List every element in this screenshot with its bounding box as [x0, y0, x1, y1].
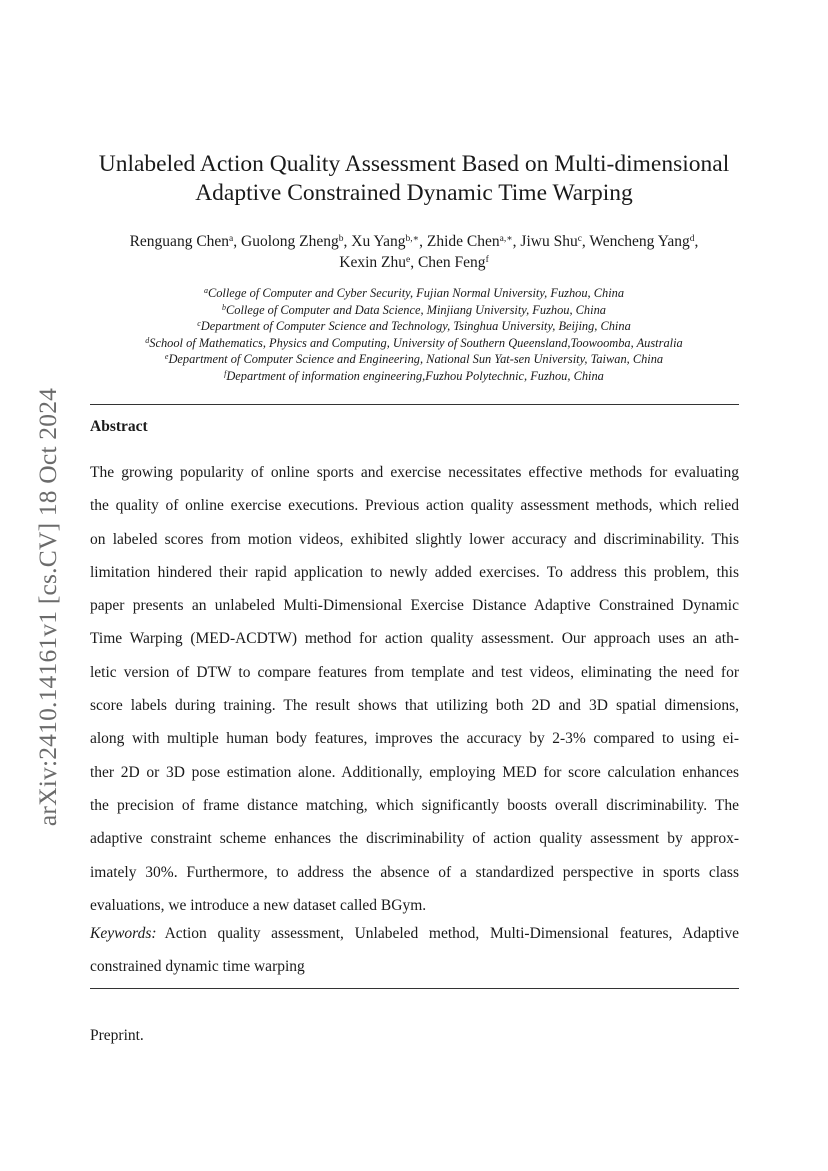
top-divider [90, 404, 739, 405]
abstract-line: on labeled scores from motion videos, exhibited slightly lower accuracy and discriminability. This [90, 530, 739, 548]
abstract-line: the quality of online exercise executions. Previous action quality assessment methods, which relied [90, 497, 739, 515]
abstract-line: the precision of frame distance matching, which significantly boosts overall discriminability. The [90, 796, 739, 814]
affiliation-text: College of Computer and Data Science, Minjiang University, Fuzhou, China [226, 302, 606, 317]
abstract-line: ther 2D or 3D pose estimation alone. Additionally, employing MED for score calculation enhances [90, 763, 739, 781]
affiliation-mark: b [222, 302, 227, 312]
title-line: Unlabeled Action Quality Assessment Based on Multi-dimensional [98, 151, 730, 177]
author-affil-mark: b [338, 234, 344, 244]
keywords-line [90, 917, 739, 950]
title-line: Adaptive Constrained Dynamic Time Warping [195, 180, 633, 206]
author-name: Zhide Chen [426, 233, 500, 250]
affiliation [0, 368, 828, 385]
abstract-line: imately 30%. Furthermore, to address the absence of a standardized perspective in sports class [90, 863, 739, 881]
affiliation-mark: c [197, 319, 201, 328]
affiliation [0, 351, 828, 368]
author-name: Jiwu Shu [520, 233, 578, 250]
author-name: Guolong Zheng [241, 233, 339, 250]
abstract-line: adaptive constraint scheme enhances the discriminability of action quality assessment by approx- [90, 830, 739, 848]
affiliation-text: Department of Computer Science and Engineering, National Sun Yat-sen University, Taiwan, China [168, 352, 664, 366]
author-affil-mark: b,∗ [405, 234, 420, 244]
author-line: Kexin Zhu$^e$, Chen Feng$^f$ [339, 254, 489, 271]
arxiv-identifier [34, 362, 62, 852]
bottom-divider [90, 988, 739, 989]
author-affil-mark: d [689, 234, 695, 244]
arxiv-identifier-text: arXiv:2410.14161v1 [cs.CV] 18 Oct 2024 [33, 387, 62, 827]
abstract-line: letic version of DTW to compare features from template and test videos, eliminating the need for [90, 663, 739, 681]
abstract-heading: Abstract [90, 418, 148, 435]
abstract-line: paper presents an unlabeled Multi-Dimensional Exercise Distance Adaptive Constrained Dynamic [90, 597, 739, 615]
affiliation [0, 302, 828, 319]
abstract-line: score labels during training. The result shows that utilizing both 2D and 3D spatial dimensions, [90, 697, 739, 715]
author-name: Kexin Zhu [339, 254, 406, 271]
keywords-label: Keywords: [90, 925, 157, 942]
keywords-text: Action quality assessment, Unlabeled method, Multi-Dimensional features, Adaptive [164, 925, 739, 942]
affiliation [0, 285, 828, 302]
author-name: Chen Feng [417, 254, 486, 271]
abstract-body [90, 456, 739, 922]
author-affil-mark: e [406, 255, 411, 265]
keywords-line: constrained dynamic time warping [90, 958, 305, 976]
author-line: Renguang Chen$^a$, Guolong Zheng$^b$, Xu Yang$^{b,∗}$, Zhide Chen$^{a,∗}$, Jiwu Shu$^c$, Wencheng Yang$^d$, [129, 233, 699, 250]
keywords-block [90, 917, 739, 984]
affiliation-list [0, 285, 828, 384]
author-name: Wencheng Yang [589, 233, 690, 250]
abstract-line: Time Warping (MED-ACDTW) method for action quality assessment. Our approach uses an ath- [90, 630, 739, 648]
abstract-line: evaluations, we introduce a new dataset called BGym. [90, 896, 427, 914]
affiliation-mark: d [145, 335, 150, 345]
abstract-line: limitation hindered their rapid application to newly added exercises. To address this problem, this [90, 563, 739, 581]
affiliation-text: School of Mathematics, Physics and Computing, University of Southern Queensland,Toowoomba, Australia [149, 335, 683, 350]
abstract-line: along with multiple human body features, improves the accuracy by 2-3% compared to using ei- [90, 730, 739, 748]
affiliation-mark: a [203, 286, 208, 295]
affiliation-text: Department of Computer Science and Technology, Tsinghua University, Beijing, China [200, 319, 631, 333]
author-affil-mark: f [485, 255, 489, 265]
abstract-line: The growing popularity of online sports and exercise necessitates effective methods for evaluating [90, 464, 739, 481]
author-name: Xu Yang [351, 233, 406, 250]
author-affil-mark: a,∗ [499, 234, 513, 244]
author-affil-mark: a [229, 234, 234, 244]
paper-title [0, 150, 828, 208]
affiliation [0, 335, 828, 352]
affiliation [0, 318, 828, 335]
affiliation-mark: f [224, 368, 227, 378]
affiliation-mark: e [164, 352, 169, 361]
affiliation-text: College of Computer and Cyber Security, Fujian Normal University, Fuzhou, China [207, 286, 625, 300]
author-name: Renguang Chen [129, 233, 230, 250]
author-list [0, 231, 828, 273]
author-affil-mark: c [577, 234, 582, 244]
affiliation-text: Department of information engineering,Fuzhou Polytechnic, Fuzhou, China [226, 368, 604, 383]
preprint-note: Preprint. [90, 1027, 144, 1044]
